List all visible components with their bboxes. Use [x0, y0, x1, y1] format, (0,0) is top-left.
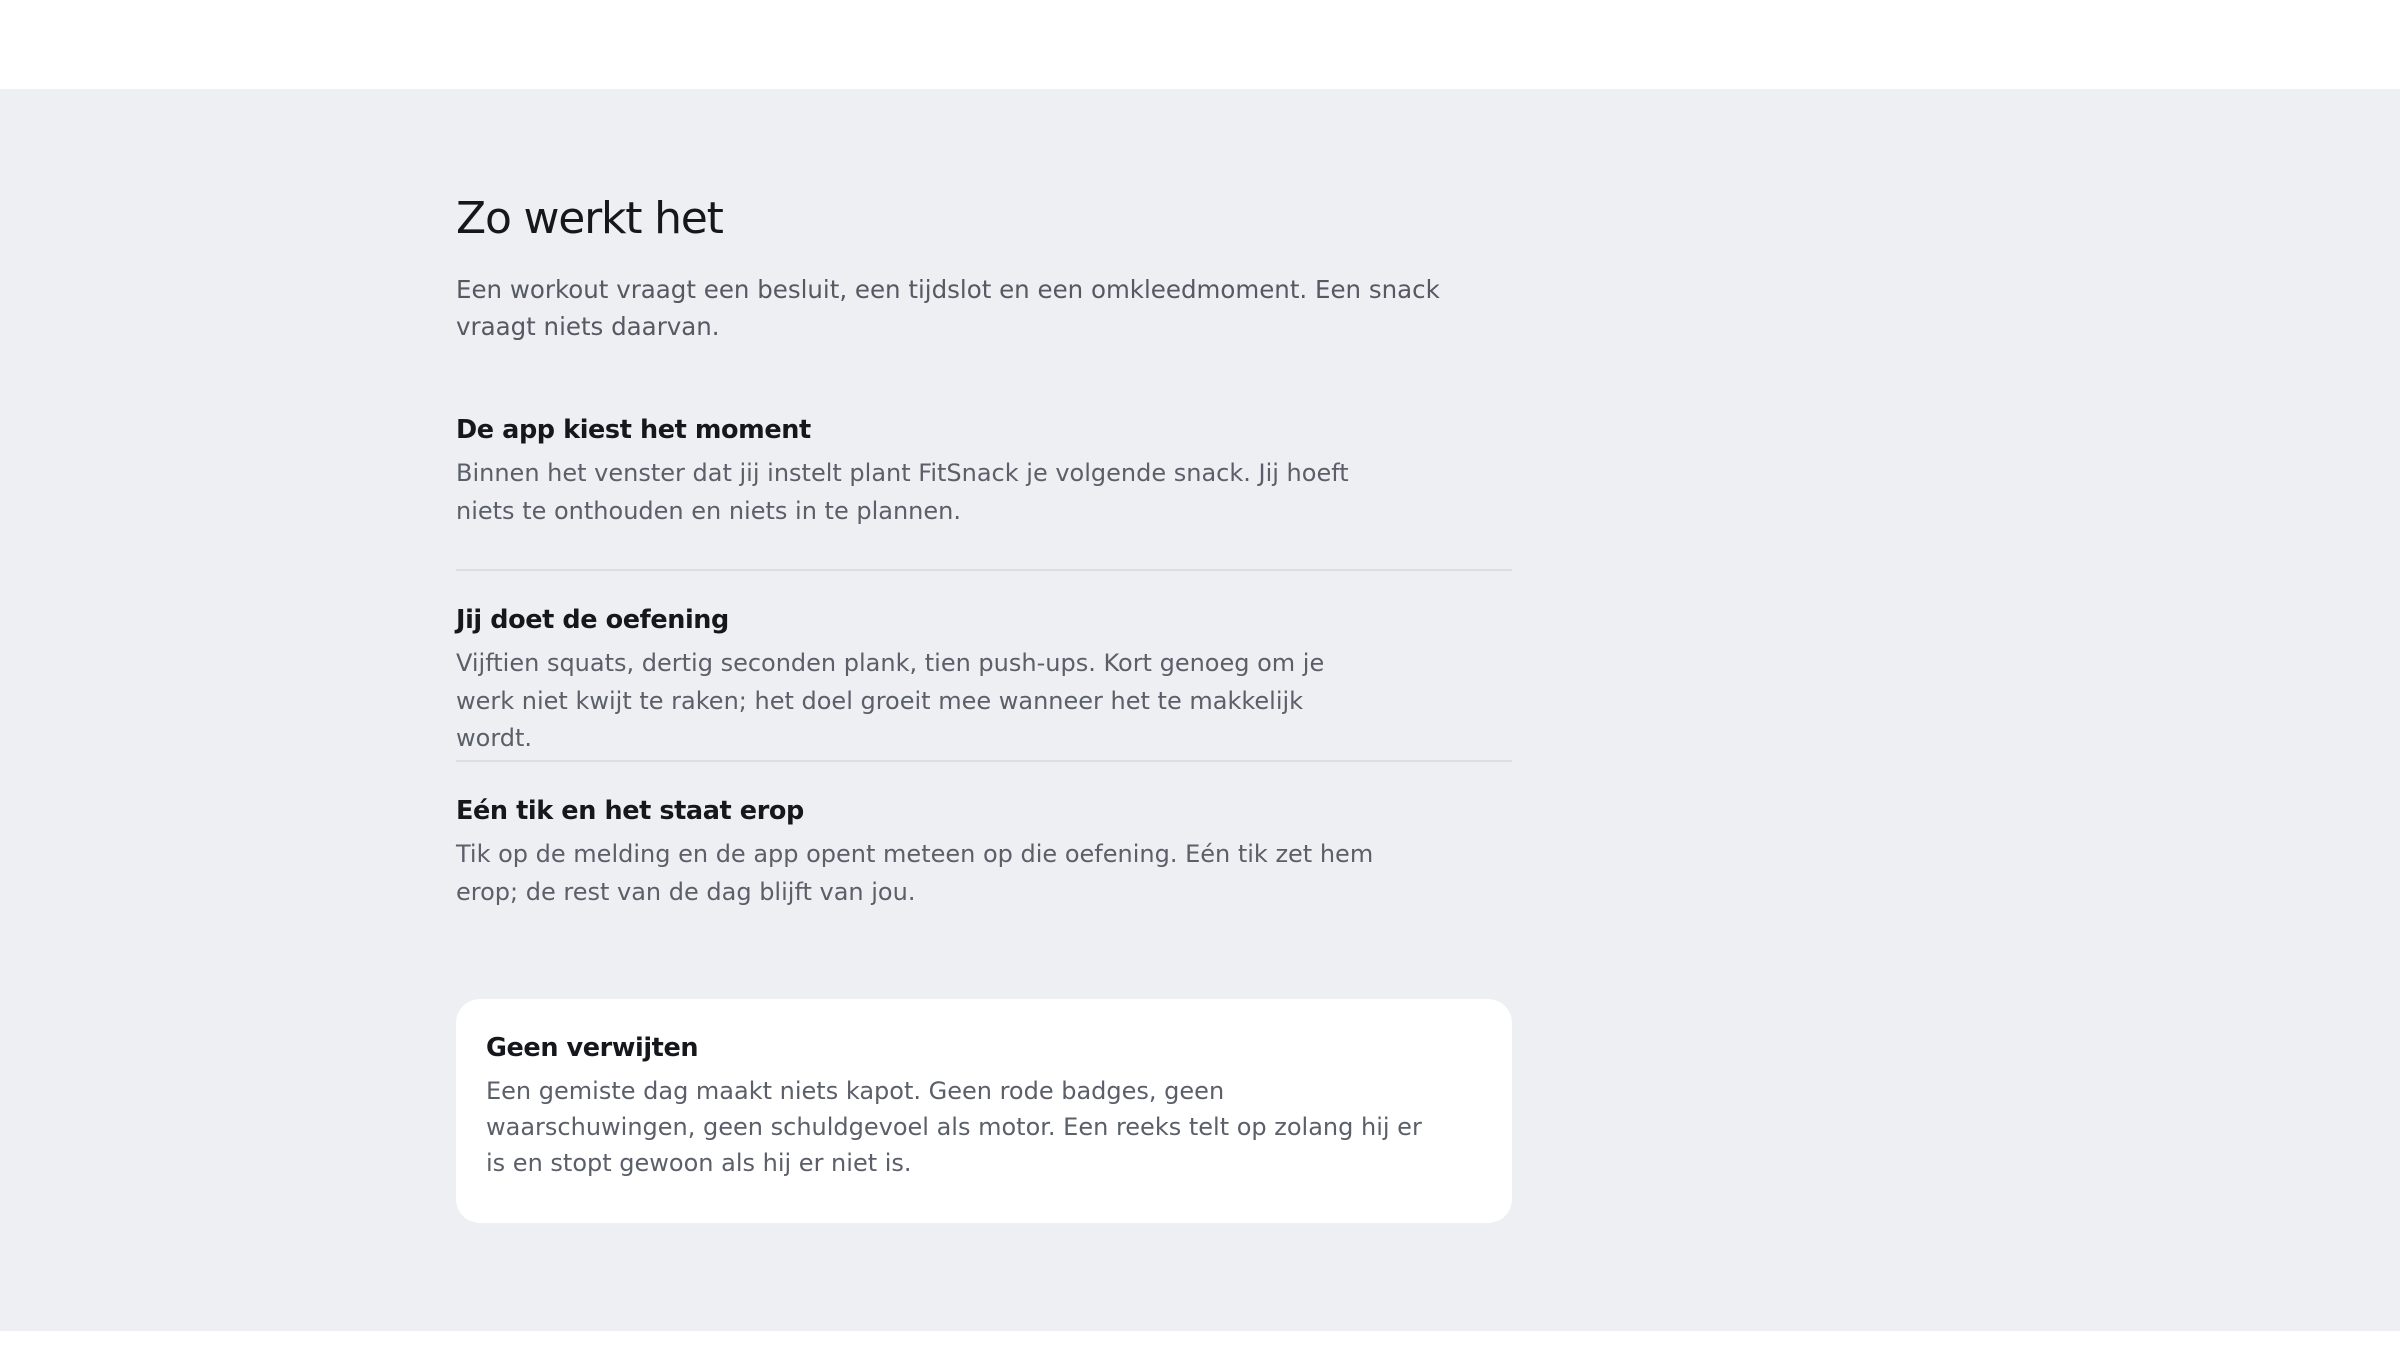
- step-item: [456, 605, 1512, 758]
- bottom-bar: [0, 1331, 2400, 1350]
- step-item: [456, 796, 1512, 911]
- section-title: Zo werkt het: [456, 193, 723, 244]
- divider: [456, 569, 1512, 571]
- top-bar: [0, 0, 2400, 89]
- divider: [456, 760, 1512, 762]
- no-blame-card: [456, 999, 1512, 1223]
- step-item: [456, 415, 1512, 530]
- step-text: Binnen het venster dat jij instelt plant FitSnack je volgende snack. Jij hoeft niets te onthouden en niets in te plannen.: [456, 459, 1349, 525]
- step-title: Jij doet de oefening: [456, 605, 729, 635]
- step-text: Vijftien squats, dertig seconden plank, tien push-ups. Kort genoeg om je werk niet kwijt te raken; het doel groeit mee wanneer het te makkelijk wordt.: [456, 649, 1325, 752]
- step-title: Eén tik en het staat erop: [456, 796, 804, 826]
- how-it-works-section: [0, 89, 2400, 1331]
- step-title: De app kiest het moment: [456, 415, 811, 445]
- note-title: Geen verwijten: [486, 1033, 699, 1063]
- note-text: Een gemiste dag maakt niets kapot. Geen rode badges, geen waarschuwingen, geen schuldgevoel als motor. Een reeks telt op zolang hij er is en stopt gewoon als hij er niet is.: [486, 1077, 1422, 1177]
- section-intro: Een workout vraagt een besluit, een tijdslot en een omkleedmoment. Een snack vraagt niets daarvan.: [456, 275, 1440, 341]
- step-text: Tik op de melding en de app opent meteen op die oefening. Eén tik zet hem erop; de rest van de dag blijft van jou.: [456, 840, 1374, 906]
